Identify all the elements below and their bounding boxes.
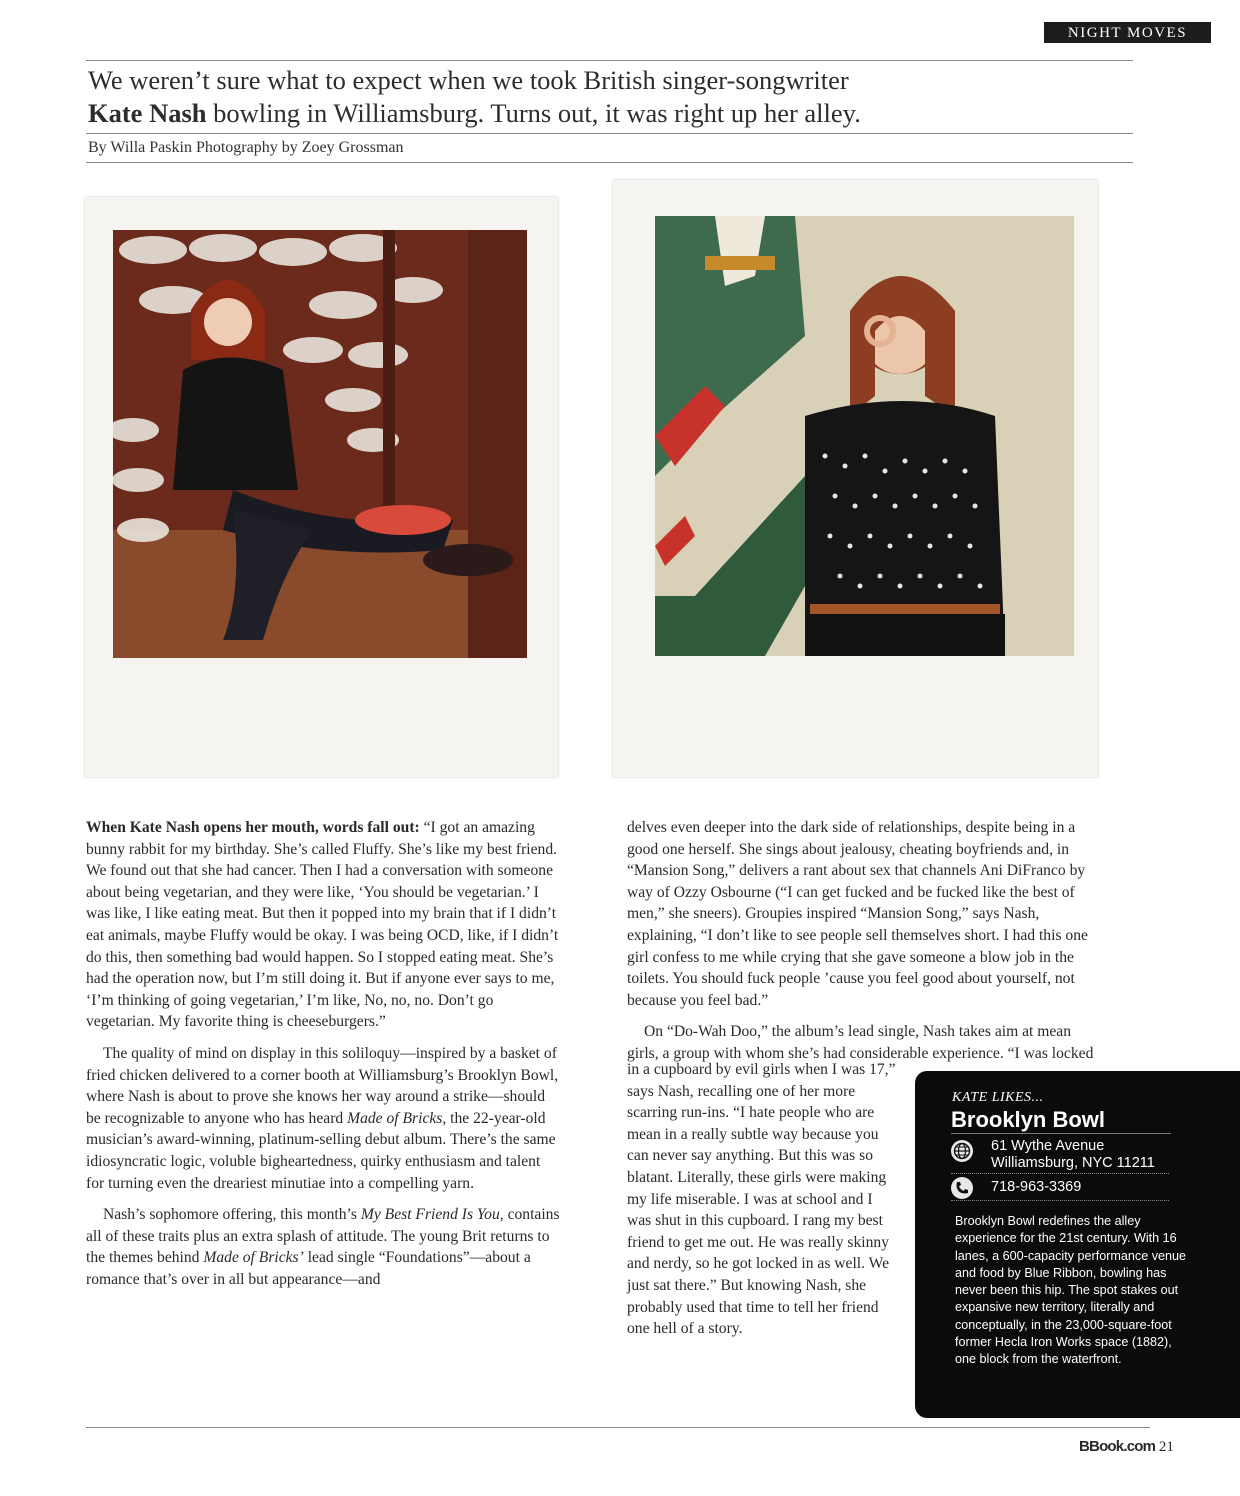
folio-brand: BBook.com (1079, 1438, 1156, 1455)
footer-rule (86, 1427, 1150, 1428)
left-photo (113, 230, 527, 658)
sidebar-divider (951, 1133, 1171, 1134)
right-photo (655, 216, 1074, 656)
album-title-my-best-friend: My Best Friend Is You (360, 1206, 500, 1224)
headline-bottom-rule (86, 133, 1133, 134)
article-p3-text-b: , contains all of these traits plus an extra splash of attitude. The young Brit returns to the themes behind (86, 1206, 560, 1267)
article-column-2 (627, 817, 1103, 1065)
article-p3-text-a: Nash’s sophomore offering, this month’s (103, 1206, 361, 1224)
byline: By Willa Paskin Photography by Zoey Grossman (88, 139, 404, 156)
article-paragraph-3 (86, 1204, 560, 1290)
article-p2-text-a: The quality of mind on display in this soliloquy—inspired by a basket of fried chicken delivered to a corner booth at Williamsburg’s Brooklyn Bowl, where Nash is about to prove she knows her way around a strike—should be recognizable to anyone who has heard (86, 1044, 559, 1127)
headline-top-rule (86, 60, 1133, 61)
article-column-2-narrow (627, 1059, 897, 1350)
article-paragraph-1 (86, 817, 560, 1033)
globe-icon (951, 1140, 973, 1162)
page-number: 21 (1158, 1439, 1174, 1455)
kate-likes-sidebar (915, 1071, 1240, 1418)
sidebar-kicker: KATE LIKES... (952, 1090, 1044, 1105)
sidebar-address-line2: Williamsburg, NYC 11211 (991, 1155, 1155, 1171)
article-p3-text-c: lead single “Foundations”—about a romance that’s over in all but appearance—and (86, 1249, 531, 1288)
sidebar-address-line1: 61 Wythe Avenue (991, 1138, 1105, 1154)
right-photo-frame (613, 180, 1098, 777)
album-title-made-of-bricks: Made of Bricks (347, 1109, 443, 1127)
article-p1-text: “I got an amazing bunny rabbit for my birthday. She’s called Fluffy. She’s like my best friend. We found out that she had cancer. Then I had a conversation with someone about being vegetarian, and they were like, ‘You should be vegetarian.’ I was like, I like eating meat. But then it popped into my brain that if I didn’t eat animals, maybe Fluffy would be okay. I was being OCD, like, if I didn’t do this, then something bad would happen. So I stopped eating meat. She’s had the operation now, but I’m still doing it. But if anyone ever says to me, ‘I’m thinking of going vegetarian,’ I’m like, No, no, no. Don’t go vegetarian. My favorite thing is cheeseburgers.” (86, 819, 559, 1031)
sidebar-address (991, 1138, 1155, 1172)
article-paragraph-2 (86, 1043, 560, 1194)
byline-rule (86, 162, 1133, 163)
sidebar-dotted-divider-1 (951, 1173, 1169, 1174)
article-paragraph-5a: On “Do-Wah Doo,” the album’s lead single, Nash takes aim at mean girls, a group with whom she’s had considerable experience. “I was locked (627, 1023, 1094, 1062)
album-title-made-of-bricks-2: Made of Bricks’ (203, 1249, 304, 1267)
headline-line1: We weren’t sure what to expect when we took British singer-songwriter (88, 65, 849, 95)
headline-name: Kate Nash (88, 98, 207, 128)
sidebar-dotted-divider-2 (951, 1200, 1169, 1201)
article-p2-text-b: , the 22-year-old musician’s award-winning, platinum-selling debut album. There’s the same idiosyncratic logic, voluble bigheartedness, quirky enthusiasm and talent for turning even the dreariest minutiae into a compelling yarn. (86, 1109, 556, 1192)
sidebar-phone: 718-963-3369 (991, 1179, 1082, 1195)
headline (88, 64, 1128, 130)
section-tag: NIGHT MOVES (1044, 22, 1211, 43)
sidebar-venue-name: Brooklyn Bowl (951, 1107, 1106, 1132)
phone-icon (951, 1177, 973, 1199)
article-paragraph-4: delves even deeper into the dark side of relationships, despite being in a good one herself. She sings about jealousy, cheating boyfriends and, in “Mansion Song,” delivers a rant about sex that channels Ani DiFranco by way of Ozzy Osbourne (“I can get fucked and be fucked like the best of men,” she sneers). Groupies inspired “Mansion Song,” says Nash, explaining, “I don’t like to see people sell themselves short. I had this one girl confess to me while crying that she gave someone a blow job in the toilets. You should fuck people ’cause you feel good about yourself, not because you feel bad.” (627, 819, 1088, 1009)
article-paragraph-5b: in a cupboard by evil girls when I was 17,” says Nash, recalling one of her more scarring run-ins. “I hate people who are mean in a really subtle way because you can never say anything. But this was so blatant. Literally, these girls were making my life miserable. I was at school and I was shut in this cupboard. I rang my best friend to get me out. He was really skinny and nerdy, so he got locked in as well. We just sat there.” But knowing Nash, she probably used that time to tell her friend one hell of a story. (627, 1061, 896, 1338)
sidebar-description: Brooklyn Bowl redefines the alley experience for the 21st century. With 16 lanes, a 600-capacity performance venue and food by Blue Ribbon, bowling has never been this hip. The spot stakes out expansive new territory, literally and conceptually, in the 23,000-square-foot former Hecla Iron Works space (1882), one block from the waterfront. (955, 1214, 1187, 1367)
article-column-1 (86, 817, 560, 1300)
article-lead-in: When Kate Nash opens her mouth, words fall out: (86, 819, 420, 836)
headline-line2: bowling in Williamsburg. Turns out, it was right up her alley. (206, 98, 861, 128)
left-photo-frame (85, 197, 558, 777)
folio (1079, 1438, 1174, 1456)
